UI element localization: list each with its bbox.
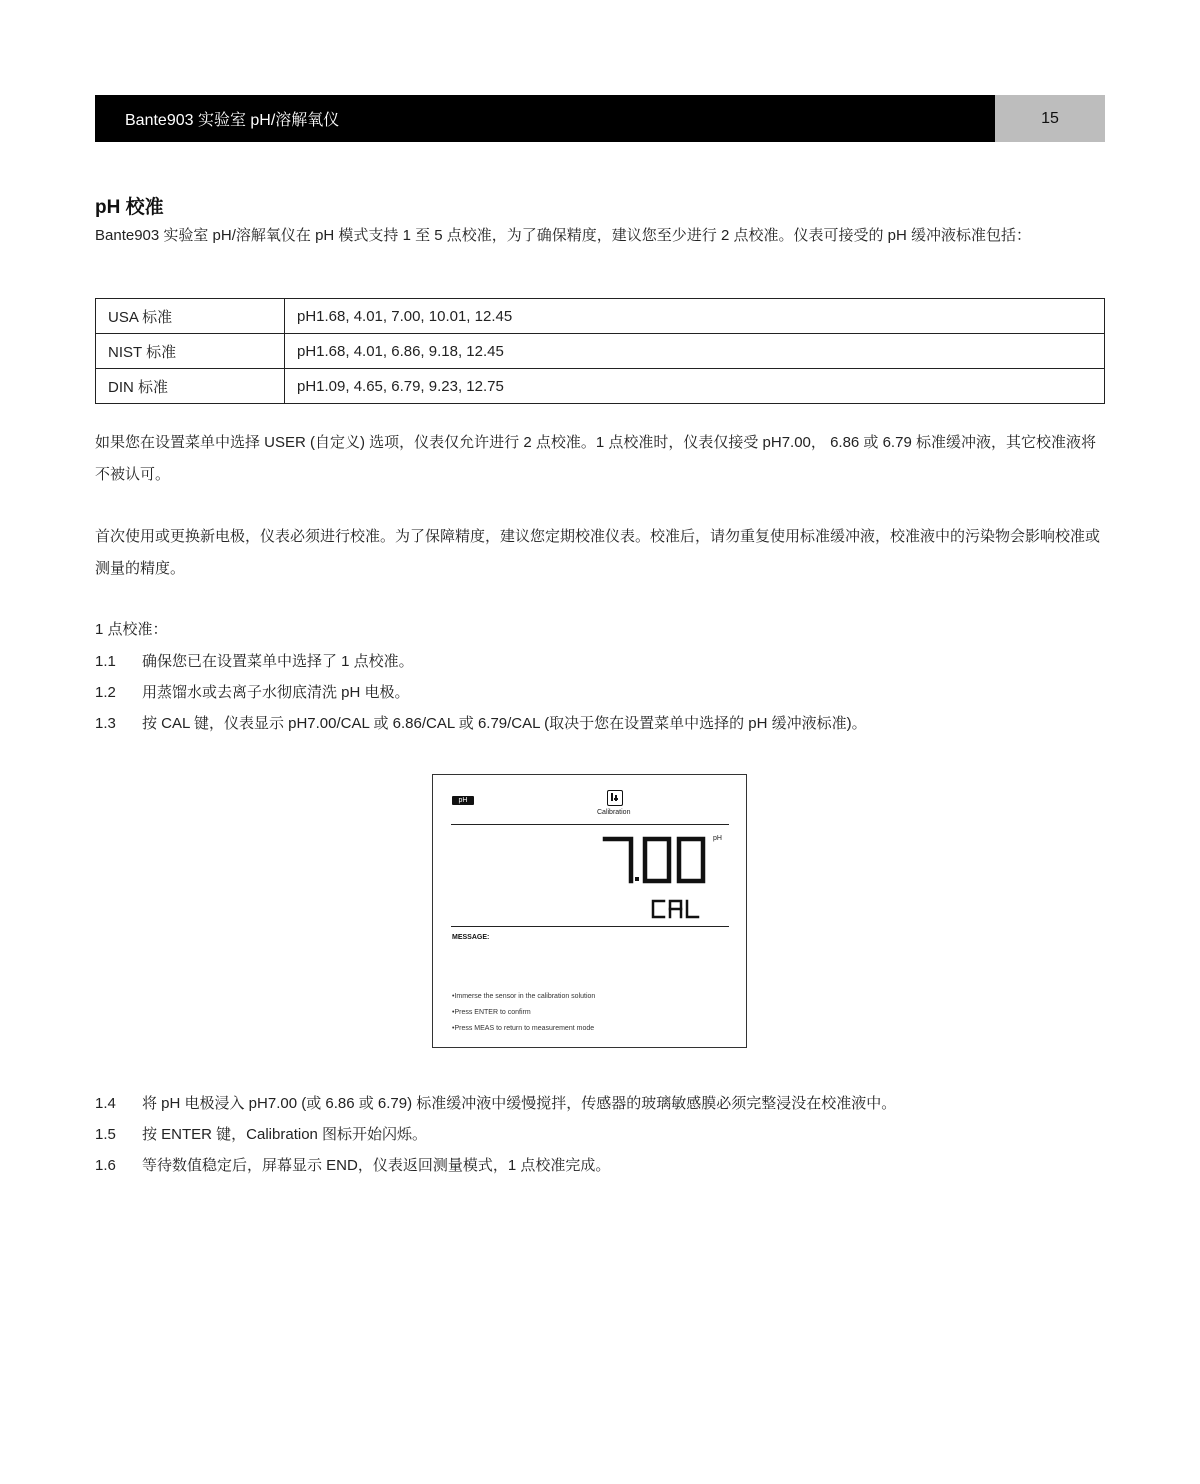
step-number: 1.3 [95, 715, 116, 732]
message-item: • Press ENTER to confirm [452, 1009, 531, 1016]
mode-badge: pH [452, 796, 474, 805]
message-item: • Immerse the sensor in the calibration solution [452, 993, 595, 1000]
flask-icon [608, 791, 621, 804]
step-text: 按 ENTER 键，Calibration 图标开始闪烁。 [142, 1126, 428, 1143]
section-title: pH 校准 [95, 197, 164, 218]
step-number: 1.4 [95, 1095, 116, 1112]
page-number: 15 [995, 95, 1105, 142]
header-title: Bante903 实验室 pH/溶解氧仪 [95, 95, 995, 142]
step-text: 等待数值稳定后，屏幕显示 END，仪表返回测量模式，1 点校准完成。 [142, 1157, 611, 1174]
table-row [96, 299, 1105, 334]
user-option-paragraph: 如果您在设置菜单中选择 USER (自定义) 选项，仪表仅允许进行 2 点校准。1 点校准时，仪表仅接受 pH7.00， 6.86 或 6.79 标准缓冲液，其它校准液将不被认可。 [95, 434, 1096, 483]
divider [451, 824, 729, 825]
step-item [95, 1119, 427, 1151]
step-text: 按 CAL 键，仪表显示 pH7.00/CAL 或 6.86/CAL 或 6.79/CAL (取决于您在设置菜单中选择的 pH 缓冲液标准)。 [142, 715, 867, 732]
step-item [95, 1088, 896, 1120]
divider [451, 926, 729, 927]
lcd-status-value: CAL [651, 899, 653, 900]
step-number: 1.6 [95, 1157, 116, 1174]
step-text: 用蒸馏水或去离子水彻底清洗 pH 电极。 [142, 684, 410, 701]
one-point-label: 1 点校准： [95, 621, 168, 638]
standard-name: USA 标准 [96, 299, 285, 334]
step-item [95, 646, 414, 678]
calibration-label: Calibration [597, 809, 631, 816]
step-number: 1.1 [95, 653, 116, 670]
standard-values: pH1.09, 4.65, 6.79, 9.23, 12.75 [285, 369, 1105, 404]
message-label: MESSAGE: [452, 934, 490, 941]
step-item [95, 1150, 610, 1182]
calibration-icon [607, 790, 623, 806]
standard-name: DIN 标准 [96, 369, 285, 404]
standard-values: pH1.68, 4.01, 7.00, 10.01, 12.45 [285, 299, 1105, 334]
step-text: 确保您已在设置菜单中选择了 1 点校准。 [142, 653, 414, 670]
lcd-status-cal [651, 899, 701, 919]
step-text: 将 pH 电极浸入 pH7.00 (或 6.86 或 6.79) 标准缓冲液中缓慢搅拌，传感器的玻璃敏感膜必须完整浸没在校准液中。 [142, 1095, 897, 1112]
intro-paragraph: Bante903 实验室 pH/溶解氧仪在 pH 模式支持 1 至 5 点校准，为了确保精度，建议您至少进行 2 点校准。仪表可接受的 pH 缓冲液标准包括： [95, 227, 1031, 244]
lcd-reading [601, 835, 711, 885]
lcd-reading-value: 7.00 [601, 835, 603, 836]
standard-values: pH1.68, 4.01, 6.86, 9.18, 12.45 [285, 334, 1105, 369]
table-row [96, 334, 1105, 369]
step-number: 1.5 [95, 1126, 116, 1143]
ph-unit-label: pH [713, 835, 722, 842]
step-item [95, 677, 410, 709]
first-use-paragraph: 首次使用或更换新电极，仪表必须进行校准。为了保障精度，建议您定期校准仪表。校准后，请勿重复使用标准缓冲液，校准液中的污染物会影响校准或测量的精度。 [95, 528, 1101, 577]
message-item: • Press MEAS to return to measurement mode [452, 1025, 594, 1032]
buffer-standards-table [95, 298, 1105, 404]
table-row [96, 369, 1105, 404]
page-header [95, 95, 1105, 142]
step-number: 1.2 [95, 684, 116, 701]
step-item [95, 708, 867, 740]
standard-name: NIST 标准 [96, 334, 285, 369]
lcd-screen-figure [432, 774, 747, 1048]
